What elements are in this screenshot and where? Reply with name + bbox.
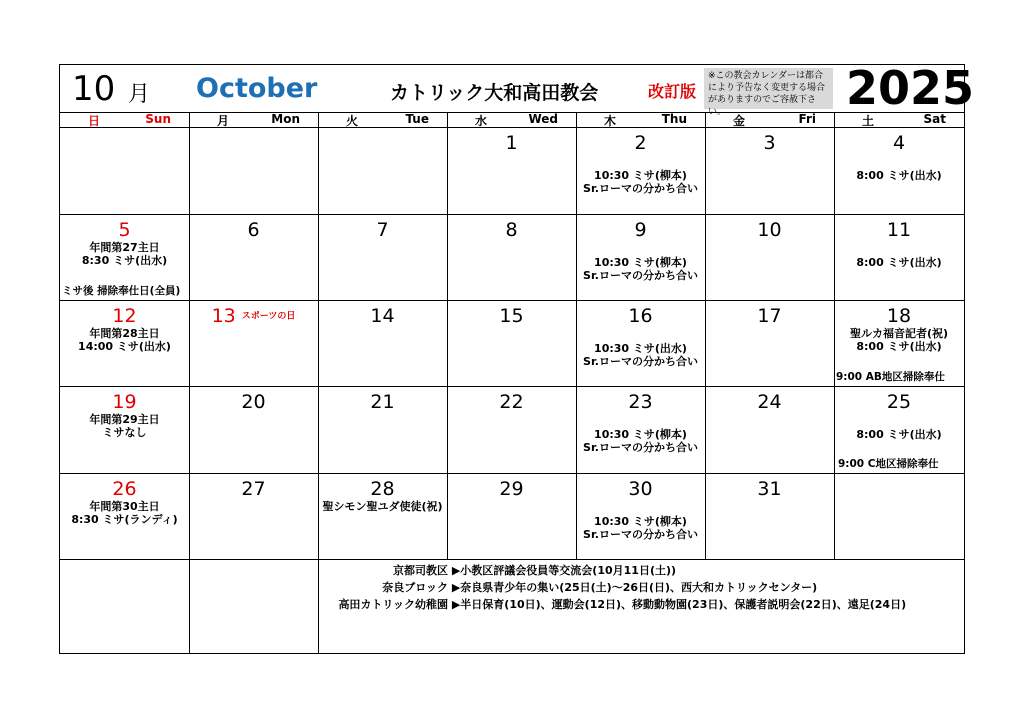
month-number: 10	[72, 69, 116, 109]
day-cell	[576, 215, 705, 300]
note-label: 高田カトリック幼稚園	[338, 598, 448, 611]
holiday-date: 13	[211, 305, 236, 327]
day-number: 6	[247, 219, 260, 241]
event-text: 年間第28主日	[89, 327, 160, 340]
day-cell	[318, 215, 447, 300]
weekday-jp: 金	[733, 114, 746, 128]
event-text: 年間第27主日	[89, 241, 160, 254]
day-number: 20	[241, 391, 266, 413]
day-cell	[189, 215, 318, 300]
day-cell	[576, 301, 705, 386]
day-cell	[189, 301, 318, 386]
note-row	[322, 562, 906, 579]
event-text: 聖ルカ福音記者(祝)	[849, 327, 949, 340]
weekday-jp: 土	[862, 114, 875, 128]
event-text: Sr.ローマの分かち合い	[583, 269, 698, 282]
event-text: 年間第30主日	[89, 500, 160, 513]
day-number: 14	[370, 305, 395, 327]
day-cell	[189, 387, 318, 473]
grid-line	[60, 559, 964, 560]
weekday-wed	[447, 112, 576, 127]
revision-label: 改訂版	[648, 82, 697, 101]
day-cell	[705, 474, 834, 559]
weekday-jp: 月	[217, 114, 230, 128]
month-label-en: October	[196, 73, 318, 104]
day-cell	[189, 474, 318, 559]
weekday-en: Fri	[798, 112, 816, 126]
notes-section	[322, 562, 906, 613]
note-text: ▶奈良県青少年の集い(25日(土)〜26日(日)、西大和カトリックセンター)	[451, 581, 818, 594]
day-cell	[318, 301, 447, 386]
day-number: 17	[757, 305, 782, 327]
calendar-header	[60, 61, 975, 117]
day-number: 30	[628, 478, 653, 500]
weekday-en: Sat	[923, 112, 946, 126]
note-text: ▶小教区評議会役員等交流会(10月11日(土))	[451, 564, 677, 577]
day-number: 24	[757, 391, 782, 413]
year: 2025	[846, 61, 975, 115]
event-text: 10:30 ミサ(柳本)	[594, 428, 687, 441]
day-cell	[318, 474, 447, 559]
day-cell	[576, 387, 705, 473]
day-cell	[447, 215, 576, 300]
day-cell	[447, 301, 576, 386]
weekday-jp: 水	[475, 114, 488, 128]
event-text: 8:30 ミサ(出水)	[81, 254, 168, 267]
day-number: 23	[628, 391, 653, 413]
day-number: 3	[763, 132, 776, 154]
event-text: 聖シモン聖ユダ使徒(祝)	[322, 500, 443, 513]
event-text: 8:00 ミサ(出水)	[856, 169, 942, 182]
day-number: 1	[505, 132, 518, 154]
day-cell	[60, 387, 189, 473]
day-number: 8	[505, 219, 518, 241]
event-text: 8:30 ミサ(ランディ)	[71, 513, 178, 526]
event-text: 8:00 ミサ(出水)	[856, 428, 942, 441]
event-text: Sr.ローマの分かち合い	[583, 528, 698, 541]
day-number: 29	[499, 478, 524, 500]
event-text: 年間第29主日	[89, 413, 160, 426]
weekday-en: Tue	[405, 112, 429, 126]
disclaimer-note: ※この教会カレンダーは都合により予告なく変更する場合がありますのでご容赦下さい。	[704, 68, 833, 109]
event-text: ミサ後 掃除奉仕日(全員)	[62, 285, 181, 297]
event-text: 8:00 ミサ(出水)	[856, 256, 942, 269]
day-number: 27	[241, 478, 266, 500]
day-number: 2	[634, 132, 647, 154]
day-number: 21	[370, 391, 395, 413]
day-cell	[60, 215, 189, 300]
event-text: 9:00 AB地区掃除奉仕	[836, 371, 945, 383]
day-number: 26	[112, 478, 137, 500]
event-text: 8:00 ミサ(出水)	[856, 340, 942, 353]
day-cell	[705, 215, 834, 300]
day-number: 10	[757, 219, 782, 241]
church-name: カトリック大和高田教会	[390, 82, 599, 104]
event-text: 10:30 ミサ(柳本)	[594, 256, 687, 269]
day-cell	[447, 474, 576, 559]
event-text: 9:00 C地区掃除奉仕	[838, 458, 939, 470]
day-cell	[60, 301, 189, 386]
weekday-mon	[189, 112, 318, 127]
day-number: 25	[886, 391, 912, 413]
weekday-en: Wed	[528, 112, 558, 126]
calendar-frame	[59, 61, 975, 654]
weekday-sun	[60, 112, 189, 127]
weekday-en: Sun	[145, 112, 171, 126]
day-number: 18	[886, 305, 912, 327]
event-text: 10:30 ミサ(柳本)	[594, 515, 687, 528]
month-label-jp: 月	[128, 82, 151, 107]
weekday-jp: 木	[604, 114, 617, 128]
day-number: 16	[628, 305, 653, 327]
day-cell	[705, 387, 834, 473]
event-text: ミサなし	[102, 426, 147, 439]
day-number: 12	[112, 305, 137, 327]
day-cell	[834, 215, 964, 300]
weekday-thu	[576, 112, 705, 127]
day-number: 5	[118, 219, 131, 241]
event-text: 14:00 ミサ(出水)	[78, 340, 171, 353]
day-cell	[576, 128, 705, 214]
day-cell	[834, 387, 964, 473]
weekday-jp: 日	[88, 114, 101, 128]
note-text: ▶半日保育(10日)、運動会(12日)、移動動物園(23日)、保護者説明会(22日)、遠足(24日)	[451, 598, 907, 611]
note-row	[322, 579, 906, 596]
note-row	[322, 596, 906, 613]
weekday-header-row	[60, 112, 964, 128]
note-label: 京都司教区	[393, 564, 448, 577]
weekday-fri	[705, 112, 834, 127]
day-cell	[705, 128, 834, 214]
event-text: Sr.ローマの分かち合い	[583, 182, 698, 195]
day-number: 28	[370, 478, 395, 500]
note-label: 奈良ブロック	[382, 581, 448, 594]
day-number: 22	[499, 391, 524, 413]
day-number: 31	[757, 478, 782, 500]
weekday-jp: 火	[346, 114, 359, 128]
day-number: 11	[886, 219, 912, 241]
day-cell	[447, 128, 576, 214]
weekday-tue	[318, 112, 447, 127]
day-cell	[447, 387, 576, 473]
day-cell	[60, 474, 189, 559]
day-number: 15	[499, 305, 524, 327]
weekday-sat	[834, 112, 964, 127]
event-text: 10:30 ミサ(出水)	[594, 342, 687, 355]
weekday-en: Thu	[661, 112, 687, 126]
day-cell	[834, 301, 964, 386]
weekday-en: Mon	[271, 112, 300, 126]
day-number: 4	[892, 132, 906, 154]
event-text: Sr.ローマの分かち合い	[583, 441, 698, 454]
day-cell	[705, 301, 834, 386]
day-cell	[576, 474, 705, 559]
day-cell	[834, 128, 964, 214]
holiday-label: スポーツの日	[241, 311, 296, 322]
event-text: Sr.ローマの分かち合い	[583, 355, 698, 368]
day-number: 19	[112, 391, 137, 413]
day-number	[189, 305, 318, 328]
day-number: 9	[634, 219, 647, 241]
event-text: 10:30 ミサ(柳本)	[594, 169, 687, 182]
day-cell	[318, 387, 447, 473]
day-number: 7	[376, 219, 389, 241]
